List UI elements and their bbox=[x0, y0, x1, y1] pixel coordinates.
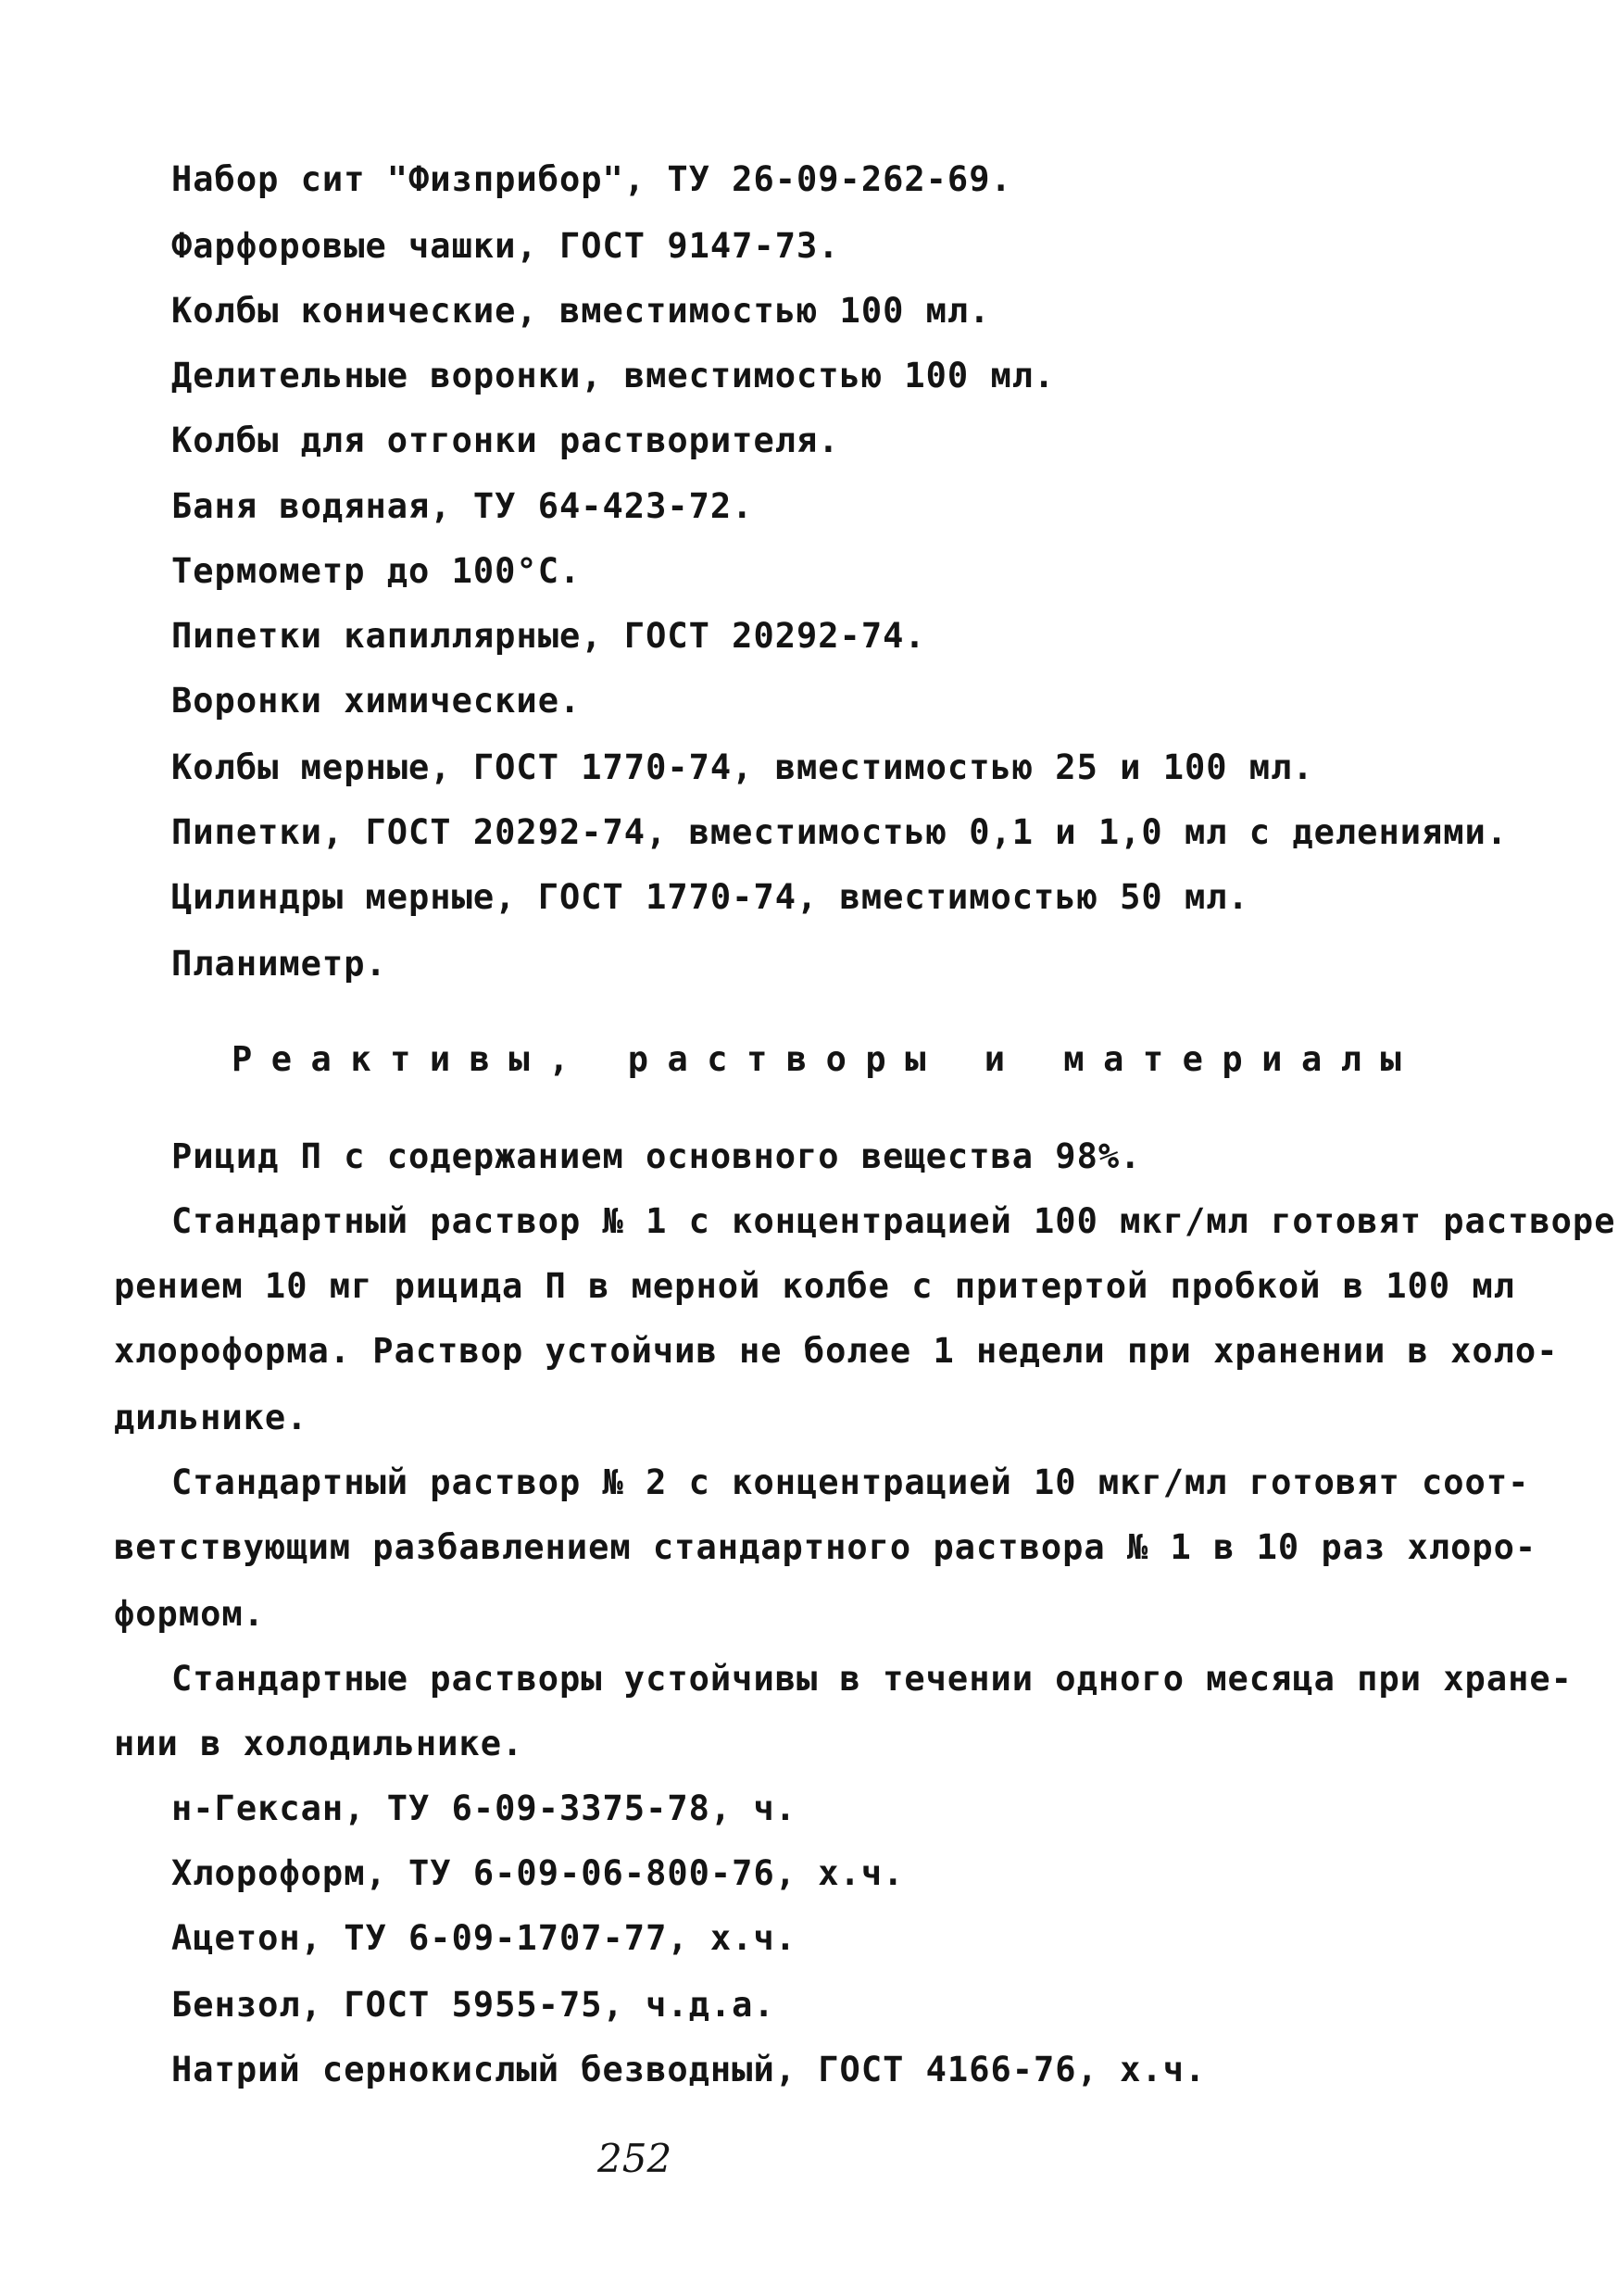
equipment-line: Колбы конические, вместимостью 100 мл. bbox=[171, 291, 991, 331]
reagent-line: ветствующим разбавлением стандартного раствора № 1 в 10 раз хлоро- bbox=[114, 1527, 1537, 1567]
section-heading: Реактивы, растворы и материалы bbox=[232, 1039, 1421, 1079]
equipment-line: Планиметр. bbox=[171, 944, 387, 984]
reagent-line: Натрий сернокислый безводный, ГОСТ 4166-76, х.ч. bbox=[171, 2050, 1207, 2089]
equipment-line: Пипетки, ГОСТ 20292-74, вместимостью 0,1 и 1,0 мл с делениями. bbox=[171, 812, 1509, 852]
reagent-line: формом. bbox=[114, 1594, 265, 1634]
reagent-line: Хлороформ, ТУ 6-09-06-800-76, х.ч. bbox=[171, 1853, 905, 1893]
equipment-line: Колбы для отгонки растворителя. bbox=[171, 420, 840, 460]
reagent-line: Стандартный раствор № 2 с концентрацией 10 мкг/мл готовят соот- bbox=[171, 1462, 1530, 1502]
reagent-line: нии в холодильнике. bbox=[114, 1724, 524, 1763]
equipment-line: Цилиндры мерные, ГОСТ 1770-74, вместимостью 50 мл. bbox=[171, 877, 1249, 917]
reagent-line: Стандартный раствор № 1 с концентрацией 100 мкг/мл готовят раствоpe bbox=[171, 1201, 1616, 1241]
equipment-line: Фарфоровые чашки, ГОСТ 9147-73. bbox=[171, 226, 840, 266]
page-number: 252 bbox=[597, 2136, 672, 2181]
reagent-line: Ацетон, ТУ 6-09-1707-77, х.ч. bbox=[171, 1918, 797, 1958]
equipment-line: Делительные воронки, вместимостью 100 мл. bbox=[171, 356, 1056, 395]
equipment-line: Набор сит "Физприбор", ТУ 26-09-262-69. bbox=[171, 159, 1012, 199]
reagent-line: Бензол, ГОСТ 5955-75, ч.д.а. bbox=[171, 1985, 775, 2025]
reagent-line: хлороформа. Раствор устойчив не более 1 недели при хранении в холо- bbox=[114, 1331, 1559, 1371]
equipment-line: Воронки химические. bbox=[171, 681, 582, 721]
reagent-line: дильнике. bbox=[114, 1398, 308, 1437]
equipment-line: Баня водяная, ТУ 64-423-72. bbox=[171, 486, 754, 526]
reagent-line: Стандартные растворы устойчивы в течении одного месяца при хране- bbox=[171, 1659, 1573, 1699]
reagent-line: Рицид П с содержанием основного вещества 98%. bbox=[171, 1136, 1142, 1176]
equipment-line: Колбы мерные, ГОСТ 1770-74, вместимостью 25 и 100 мл. bbox=[171, 747, 1314, 787]
equipment-line: Термометр до 100°С. bbox=[171, 551, 582, 591]
reagent-line: н-Гексан, ТУ 6-09-3375-78, ч. bbox=[171, 1788, 797, 1828]
reagent-line: рением 10 мг рицида П в мерной колбе с притертой пробкой в 100 мл bbox=[114, 1266, 1515, 1306]
equipment-line: Пипетки капиллярные, ГОСТ 20292-74. bbox=[171, 616, 926, 656]
